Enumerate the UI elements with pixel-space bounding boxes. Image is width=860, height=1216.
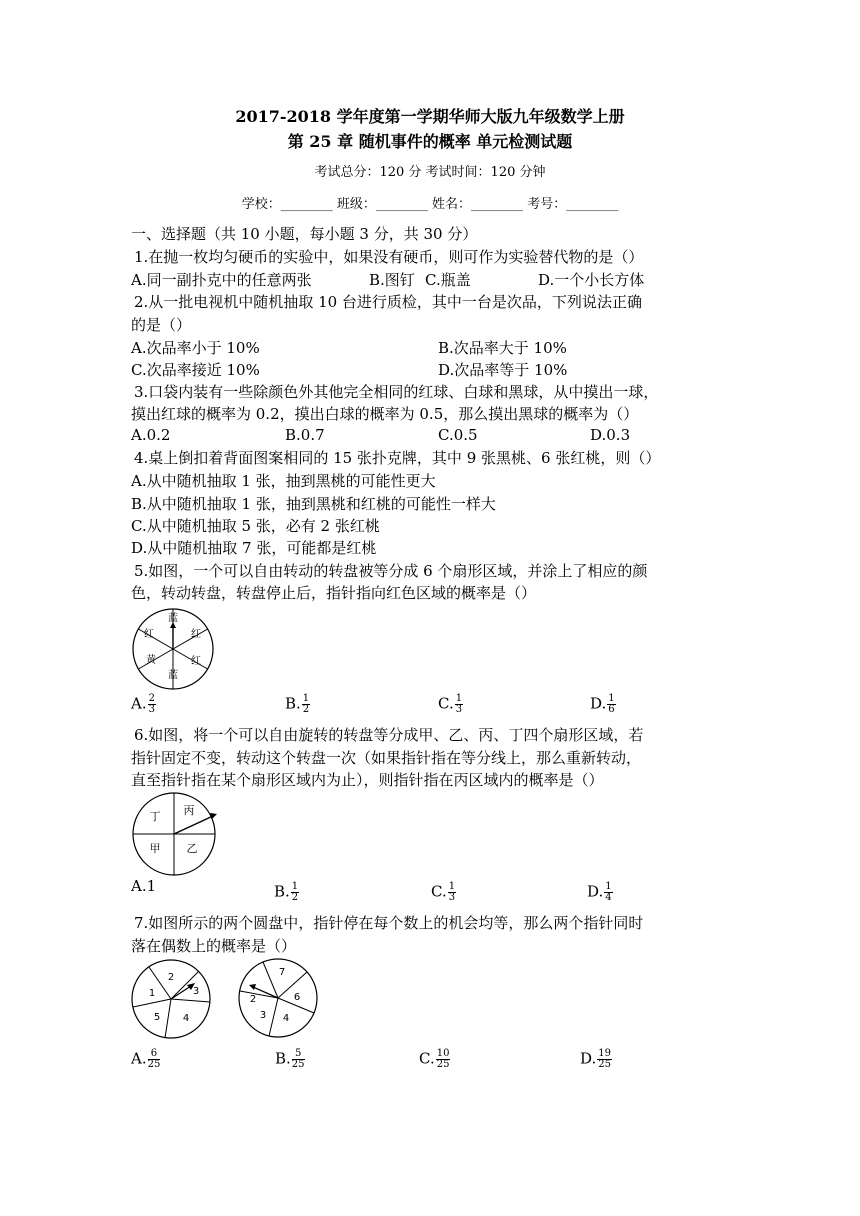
q2-option-d: D.次品率等于 10% — [438, 361, 568, 379]
q7-disk-2-figure — [237, 955, 323, 1041]
question-5-stem-line2: 色，转动转盘，转盘停止后，指针指向红色区域的概率是（） — [131, 584, 537, 602]
sector-label: 丁 — [149, 810, 161, 823]
q3-option-a: A.0.2 — [131, 426, 171, 444]
q7-disk-1-figure — [129, 958, 215, 1042]
q4-option-b: B.从中随机抽取 1 张，抽到黑桃和红桃的可能性一样大 — [131, 495, 496, 513]
exam-info: 考试总分：120 分 考试时间：120 分钟 — [314, 165, 546, 180]
question-7-stem-line1: 7.如图所示的两个圆盘中，指针停在每个数上的机会均等，那么两个指针同时 — [134, 914, 644, 932]
q1-option-c: C.瓶盖 — [425, 271, 471, 289]
document-title-line1: 2017-2018 学年度第一学期华师大版九年级数学上册 — [235, 107, 625, 126]
sector-label: 3 — [259, 1010, 267, 1021]
sector-label: 4 — [282, 1013, 290, 1024]
sector-label: 黄 — [146, 655, 156, 666]
question-4-stem: 4.桌上倒扣着背面图案相同的 15 张扑克牌，其中 9 张黑桃、6 张红桃，则（） — [134, 449, 661, 467]
sector-label: 丙 — [183, 804, 195, 817]
question-6-stem-line2: 指针固定不变，转动这个转盘一次（如果指针指在等分线上，那么重新转动， — [131, 749, 642, 767]
sector-label: 红 — [191, 629, 201, 640]
q6-option-d: D. $\frac{1}{4}$ — [587, 881, 612, 903]
q2-option-a: A.次品率小于 10% — [131, 339, 260, 357]
question-7-stem-line2: 落在偶数上的概率是（） — [131, 937, 297, 955]
question-5-stem-line1: 5.如图，一个可以自由转动的转盘被等分成 6 个扇形区域，并涂上了相应的颜 — [134, 562, 648, 580]
q6-spinner-figure — [129, 792, 221, 878]
q3-option-c: C.0.5 — [438, 426, 478, 444]
q1-option-b: B.图钉 — [369, 271, 415, 289]
question-6-stem-line1: 6.如图，将一个可以自由旋转的转盘等分成甲、乙、丙、丁四个扇形区域，若 — [134, 726, 644, 744]
q5-option-c: C. $\frac{1}{3}$ — [438, 693, 463, 715]
question-6-stem-line3: 直至指针指在某个扇形区域内为止），则指针指在丙区域内的概率是（） — [131, 771, 604, 789]
q6-option-b: B. $\frac{1}{2}$ — [274, 881, 299, 903]
student-info: 学校：________ 班级：________ 姓名：________ 考号：________ — [241, 197, 619, 212]
q7-option-b: B. $\frac{5}{25}$ — [275, 1048, 305, 1070]
sector-label: 蓝 — [168, 613, 178, 624]
sector-label: 1 — [148, 988, 156, 999]
q3-option-d: D.0.3 — [590, 426, 631, 444]
question-1-stem: 1.在抛一枚均匀硬币的实验中，如果没有硬币，则可作为实验替代物的是（） — [134, 248, 644, 266]
sector-label: 4 — [182, 1013, 190, 1024]
sector-label: 甲 — [149, 842, 161, 855]
sector-label: 蓝 — [168, 670, 178, 681]
q3-option-b: B.0.7 — [285, 426, 325, 444]
pointer-arrow — [171, 986, 191, 999]
q4-option-d: D.从中随机抽取 7 张，可能都是红桃 — [131, 539, 377, 557]
sector-label: 红 — [191, 656, 201, 667]
q5-spinner-figure — [129, 608, 219, 690]
document-title-line2: 第 25 章 随机事件的概率 单元检测试题 — [287, 132, 573, 151]
q5-option-d: D. $\frac{1}{6}$ — [590, 693, 615, 715]
sector-label: 7 — [278, 967, 286, 978]
question-2-stem-line1: 2.从一批电视机中随机抽取 10 台进行质检，其中一台是次品，下列说法正确 — [134, 293, 642, 311]
q1-option-a: A.同一副扑克中的任意两张 — [131, 271, 312, 289]
question-2-stem-line2: 的是（） — [131, 316, 192, 334]
q7-option-a: A. $\frac{6}{25}$ — [131, 1048, 161, 1070]
q4-option-c: C.从中随机抽取 5 张，必有 2 张红桃 — [131, 517, 380, 535]
sector-label: 乙 — [186, 842, 198, 855]
q5-option-b: B. $\frac{1}{2}$ — [285, 693, 310, 715]
sector-label: 2 — [249, 994, 257, 1005]
sector-label: 红 — [144, 629, 154, 640]
q2-option-b: B.次品率大于 10% — [438, 339, 567, 357]
q5-option-a: A. $\frac{2}{3}$ — [131, 693, 155, 715]
q4-option-a: A.从中随机抽取 1 张，抽到黑桃的可能性更大 — [131, 472, 436, 490]
section-heading: 一、选择题（共 10 小题，每小题 3 分，共 30 分） — [131, 225, 478, 243]
pointer-arrow — [174, 816, 213, 834]
sector-label: 5 — [153, 1012, 161, 1023]
question-3-stem-line2: 摸出红球的概率为 0.2，摸出白球的概率为 0.5，那么摸出黑球的概率为（） — [131, 405, 639, 423]
q2-option-c: C.次品率接近 10% — [131, 361, 260, 379]
q1-option-d: D.一个小长方体 — [538, 271, 645, 289]
question-3-stem-line1: 3.口袋内装有一些除颜色外其他完全相同的红球、白球和黑球，从中摸出一球， — [134, 383, 659, 401]
sector-label: 2 — [167, 972, 175, 983]
q6-option-c: C. $\frac{1}{3}$ — [431, 881, 456, 903]
q6-option-a: A.1 — [131, 877, 157, 895]
sector-label: 6 — [293, 992, 301, 1003]
q7-option-c: C. $\frac{10}{25}$ — [419, 1048, 450, 1070]
q7-option-d: D. $\frac{19}{25}$ — [580, 1048, 611, 1070]
sector-label: 3 — [192, 986, 200, 997]
